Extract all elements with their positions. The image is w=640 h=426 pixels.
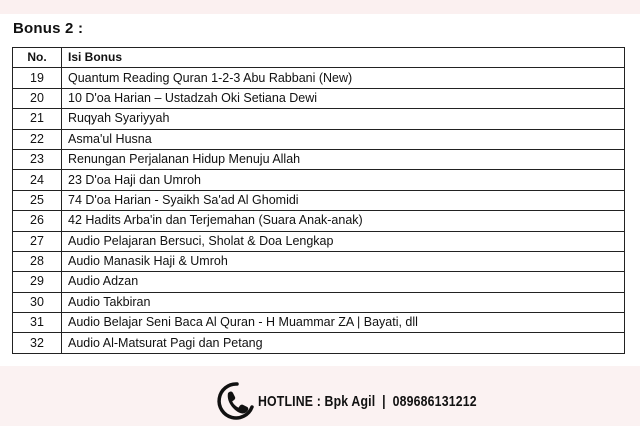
row-number: 23: [13, 149, 62, 169]
table-row: [13, 333, 625, 353]
row-item: Audio Pelajaran Bersuci, Sholat & Doa Lengkap: [62, 231, 625, 251]
row-number: 19: [13, 68, 62, 88]
row-item: Audio Takbiran: [62, 292, 625, 312]
row-item: Audio Al-Matsurat Pagi dan Petang: [62, 333, 625, 353]
row-item: Asma'ul Husna: [62, 129, 625, 149]
table-row: [13, 129, 625, 149]
section-heading: Bonus 2 :: [13, 20, 84, 37]
top-band: [0, 0, 640, 14]
hotline-contact-name: Bpk Agil: [324, 392, 376, 410]
row-item: Audio Adzan: [62, 272, 625, 292]
row-item: Audio Manasik Haji & Umroh: [62, 251, 625, 271]
row-item: Renungan Perjalanan Hidup Menuju Allah: [62, 149, 625, 169]
row-number: 30: [13, 292, 62, 312]
row-number: 25: [13, 190, 62, 210]
row-item: 74 D'oa Harian - Syaikh Sa'ad Al Ghomidi: [62, 190, 625, 210]
row-item: Quantum Reading Quran 1-2-3 Abu Rabbani (New): [62, 68, 625, 88]
row-item: Ruqyah Syariyyah: [62, 109, 625, 129]
phone-icon: [216, 381, 256, 421]
row-number: 22: [13, 129, 62, 149]
row-number: 28: [13, 251, 62, 271]
column-header-item: Isi Bonus: [62, 48, 625, 68]
hotline-contact: [216, 380, 525, 422]
hotline-number[interactable]: 089686131212: [392, 392, 477, 410]
table-row: [13, 68, 625, 88]
table-row: [13, 88, 625, 108]
column-header-no: No.: [13, 48, 62, 68]
table-row: [13, 149, 625, 169]
table-row: [13, 109, 625, 129]
row-number: 26: [13, 211, 62, 231]
hotline-label: HOTLINE :: [258, 392, 321, 410]
row-number: 32: [13, 333, 62, 353]
table-row: [13, 190, 625, 210]
hotline-text: [258, 393, 477, 410]
row-item: 10 D'oa Harian – Ustadzah Oki Setiana Dewi: [62, 88, 625, 108]
row-number: 29: [13, 272, 62, 292]
table-row: [13, 211, 625, 231]
row-number: 24: [13, 170, 62, 190]
table-row: [13, 292, 625, 312]
hotline-separator: |: [382, 392, 386, 410]
row-item: Audio Belajar Seni Baca Al Quran - H Muammar ZA | Bayati, dll: [62, 313, 625, 333]
table-row: [13, 251, 625, 271]
bonus-table: [12, 47, 625, 354]
row-number: 21: [13, 109, 62, 129]
row-item: 23 D'oa Haji dan Umroh: [62, 170, 625, 190]
row-number: 20: [13, 88, 62, 108]
table-row: [13, 170, 625, 190]
row-item: 42 Hadits Arba'in dan Terjemahan (Suara Anak-anak): [62, 211, 625, 231]
table-row: [13, 231, 625, 251]
table-row: [13, 313, 625, 333]
table-row: [13, 272, 625, 292]
row-number: 31: [13, 313, 62, 333]
row-number: 27: [13, 231, 62, 251]
table-header-row: [13, 48, 625, 68]
